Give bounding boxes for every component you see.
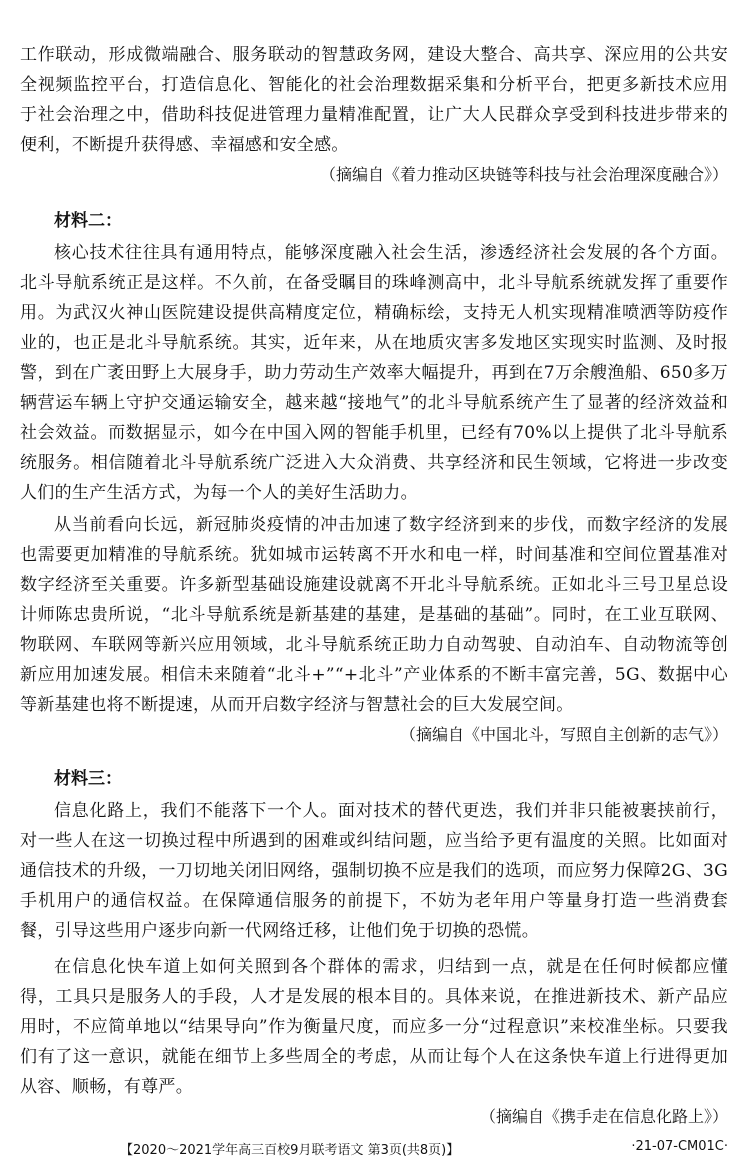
source-citation-3: （摘编自《携手走在信息化路上》） bbox=[479, 1107, 728, 1126]
continuation-paragraph: 工作联动，形成微端融合、服务联动的智慧政务网，建设大整合、高共享、深应用的公共安全视频监控平台，打造信息化、智能化的社会治理数据采集和分析平台，把更多新技术应用于社会治理之中，借助科技促进管理力量精准配置，让广大人民群众享受到科技进步带来的便利，不断提升获得感、幸福感和安全感。 bbox=[20, 45, 728, 155]
material-two-heading: 材料二： bbox=[54, 211, 122, 231]
material-three-heading: 材料三： bbox=[54, 769, 122, 789]
material-three-paragraph-1: 信息化路上，我们不能落下一个人。面对技术的替代更迭，我们并非只能被裹挟前行，对一些人在这一切换过程中所遇到的困难或纠结问题，应当给予更有温度的关照。比如面对通信技术的升级，一刀切地关闭旧网络，强制切换不应是我们的选项，而应努力保障2G、3G手机用户的通信权益。在保障通信服务的前提下，不妨为老年用户等量身打造一些消费套餐，引导这些用户逐步向新一代网络迁移，让他们免于切换的恐慌。 bbox=[20, 801, 728, 941]
footer-code: ·21-07-CM01C· bbox=[631, 1139, 728, 1154]
material-two-paragraph-2: 从当前看向长远，新冠肺炎疫情的冲击加速了数字经济到来的步伐，而数字经济的发展也需要更加精准的导航系统。犹如城市运转离不开水和电一样，时间基准和空间位置基准对数字经济至关重要。许多新型基础设施建设就离不开北斗导航系统。正如北斗三号卫星总设计师陈忠贵所说，“北斗导航系统是新基建的基建，是基础的基础”。同时，在工业互联网、物联网、车联网等新兴应用领域，北斗导航系统正助力自动驾驶、自动泊车、自动物流等创新应用加速发展。相信未来随着“北斗+”“+北斗”产业体系的不断丰富完善，5G、数据中心等新基建也将不断提速，从而开启数字经济与智慧社会的巨大发展空间。 bbox=[20, 515, 728, 715]
continuation-section bbox=[20, 40, 728, 190]
material-three-section bbox=[20, 764, 728, 1132]
footer-exam-info: 【2020～2021学年高三百校9月联考语文 第3页(共8页)】 bbox=[120, 1143, 460, 1158]
material-two-paragraph-1: 核心技术往往具有通用特点，能够深度融入社会生活，渗透经济社会发展的各个方面。北斗导航系统正是这样。不久前，在备受瞩目的珠峰测高中，北斗导航系统就发挥了重要作用。为武汉火神山医院建设提供高精度定位，精确标绘，支持无人机实现精准喷洒等防疫作业的，也正是北斗导航系统。其实，近年来，从在地质灾害多发地区实现实时监测、及时报警，到在广袤田野上大展身手，助力劳动生产效率大幅提升，再到在7万余艘渔船、650多万辆营运车辆上守护交通运输安全，越来越“接地气”的北斗导航系统产生了显著的经济效益和社会效益。而数据显示，如今在中国入网的智能手机里，已经有70%以上提供了北斗导航系统服务。相信随着北斗导航系统广泛进入大众消费、共享经济和民生领域，它将进一步改变人们的生产生活方式，为每一个人的美好生活助力。 bbox=[20, 243, 728, 503]
page-footer bbox=[0, 1136, 750, 1160]
source-citation-2: （摘编自《中国北斗，写照自主创新的志气》） bbox=[399, 725, 728, 744]
material-two-section bbox=[20, 206, 728, 750]
material-three-paragraph-2: 在信息化快车道上如何关照到各个群体的需求，归结到一点，就是在任何时候都应懂得，工具只是服务人的手段，人才是发展的根本目的。具体来说，在推进新技术、新产品应用时，不应简单地以“结果导向”作为衡量尺度，而应多一分“过程意识”来校准坐标。只要我们有了这一意识，就能在细节上多些周全的考虑，从而让每个人在这条快车道上行进得更加从容、顺畅，有尊严。 bbox=[20, 957, 728, 1097]
source-citation-1: （摘编自《着力推动区块链等科技与社会治理深度融合》） bbox=[319, 165, 728, 184]
